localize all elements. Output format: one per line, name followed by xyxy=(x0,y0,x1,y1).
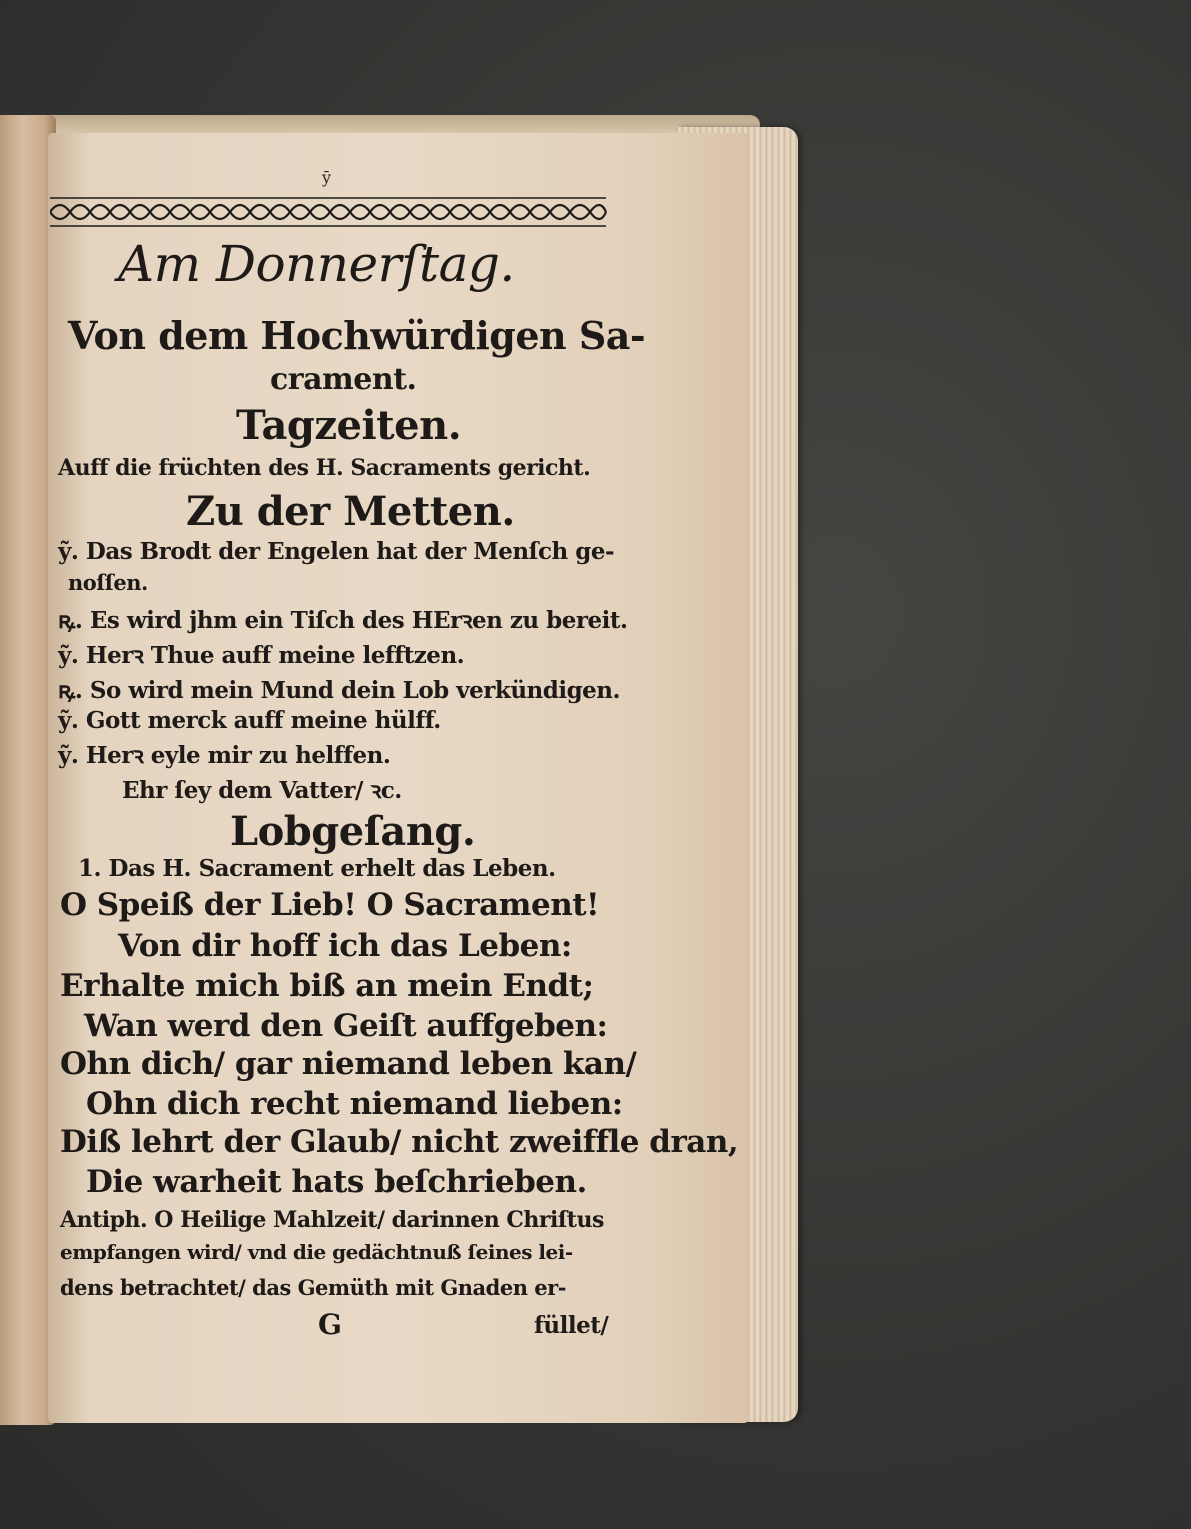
hymn-line: Erhalte mich biß an mein Endt; xyxy=(60,968,594,1004)
verse-line: noſſen. xyxy=(68,570,148,595)
page-signature-mark: ȳ xyxy=(322,168,332,187)
hymn-line: Ohn dich/ gar niemand leben kan/ xyxy=(60,1046,637,1082)
verse-line: ỹ. Gott merck auff meine hülff. xyxy=(58,707,441,734)
verse-line: ꝶ. Es wird jhm ein Tiſch des HErꝛen zu bereit. xyxy=(58,607,628,634)
verse-line: ꝶ. So wird mein Mund dein Lob verkündigen. xyxy=(58,677,621,704)
antiphon-line: dens betrachtet/ das Gemüth mit Gnaden er- xyxy=(60,1275,566,1300)
hymn-line: O Speiß der Lieb! O Sacrament! xyxy=(60,887,600,923)
verse-line: Ehr ſey dem Vatter/ ꝛc. xyxy=(122,777,402,804)
gathering-signature: G xyxy=(318,1308,342,1341)
subtitle-line-1: Von dem Hochwürdigen Sa- xyxy=(68,313,646,358)
verse-line: ỹ. Herꝛ eyle mir zu helffen. xyxy=(58,742,391,769)
hymn-line: Ohn dich recht niemand lieben: xyxy=(86,1086,623,1122)
hymn-line: Die warheit hats beſchrieben. xyxy=(86,1164,587,1200)
intro-line: Auff die früchten des H. Sacraments gericht. xyxy=(58,455,591,481)
section-heading-metten: Zu der Metten. xyxy=(186,488,515,535)
section-heading-tagzeiten: Tagzeiten. xyxy=(236,402,462,449)
section-heading-lobgesang: Lobgeſang. xyxy=(230,808,476,855)
verse-line: ỹ. Das Brodt der Engelen hat der Menſch ge- xyxy=(58,538,615,565)
antiphon-line: empfangen wird/ vnd die gedächtnuß ſeines lei- xyxy=(60,1240,573,1264)
verse-line: ỹ. Herꝛ Thue auff meine lefftzen. xyxy=(58,642,465,669)
hymn-line: Wan werd den Geiſt auffgeben: xyxy=(84,1008,608,1044)
ornamental-border xyxy=(50,192,610,232)
hymn-heading: 1. Das H. Sacrament erhelt das Leben. xyxy=(78,855,556,882)
antiphon-line: Antiph. O Heilige Mahlzeit/ darinnen Chriſtus xyxy=(60,1207,604,1233)
subtitle-line-2: crament. xyxy=(270,362,417,397)
hymn-line: Diß lehrt der Glaub/ nicht zweiffle dran, xyxy=(60,1124,739,1160)
catchword: füllet/ xyxy=(534,1312,609,1339)
page-title: Am Donnerſtag. xyxy=(118,235,515,293)
hymn-line: Von dir hoff ich das Leben: xyxy=(118,928,572,964)
